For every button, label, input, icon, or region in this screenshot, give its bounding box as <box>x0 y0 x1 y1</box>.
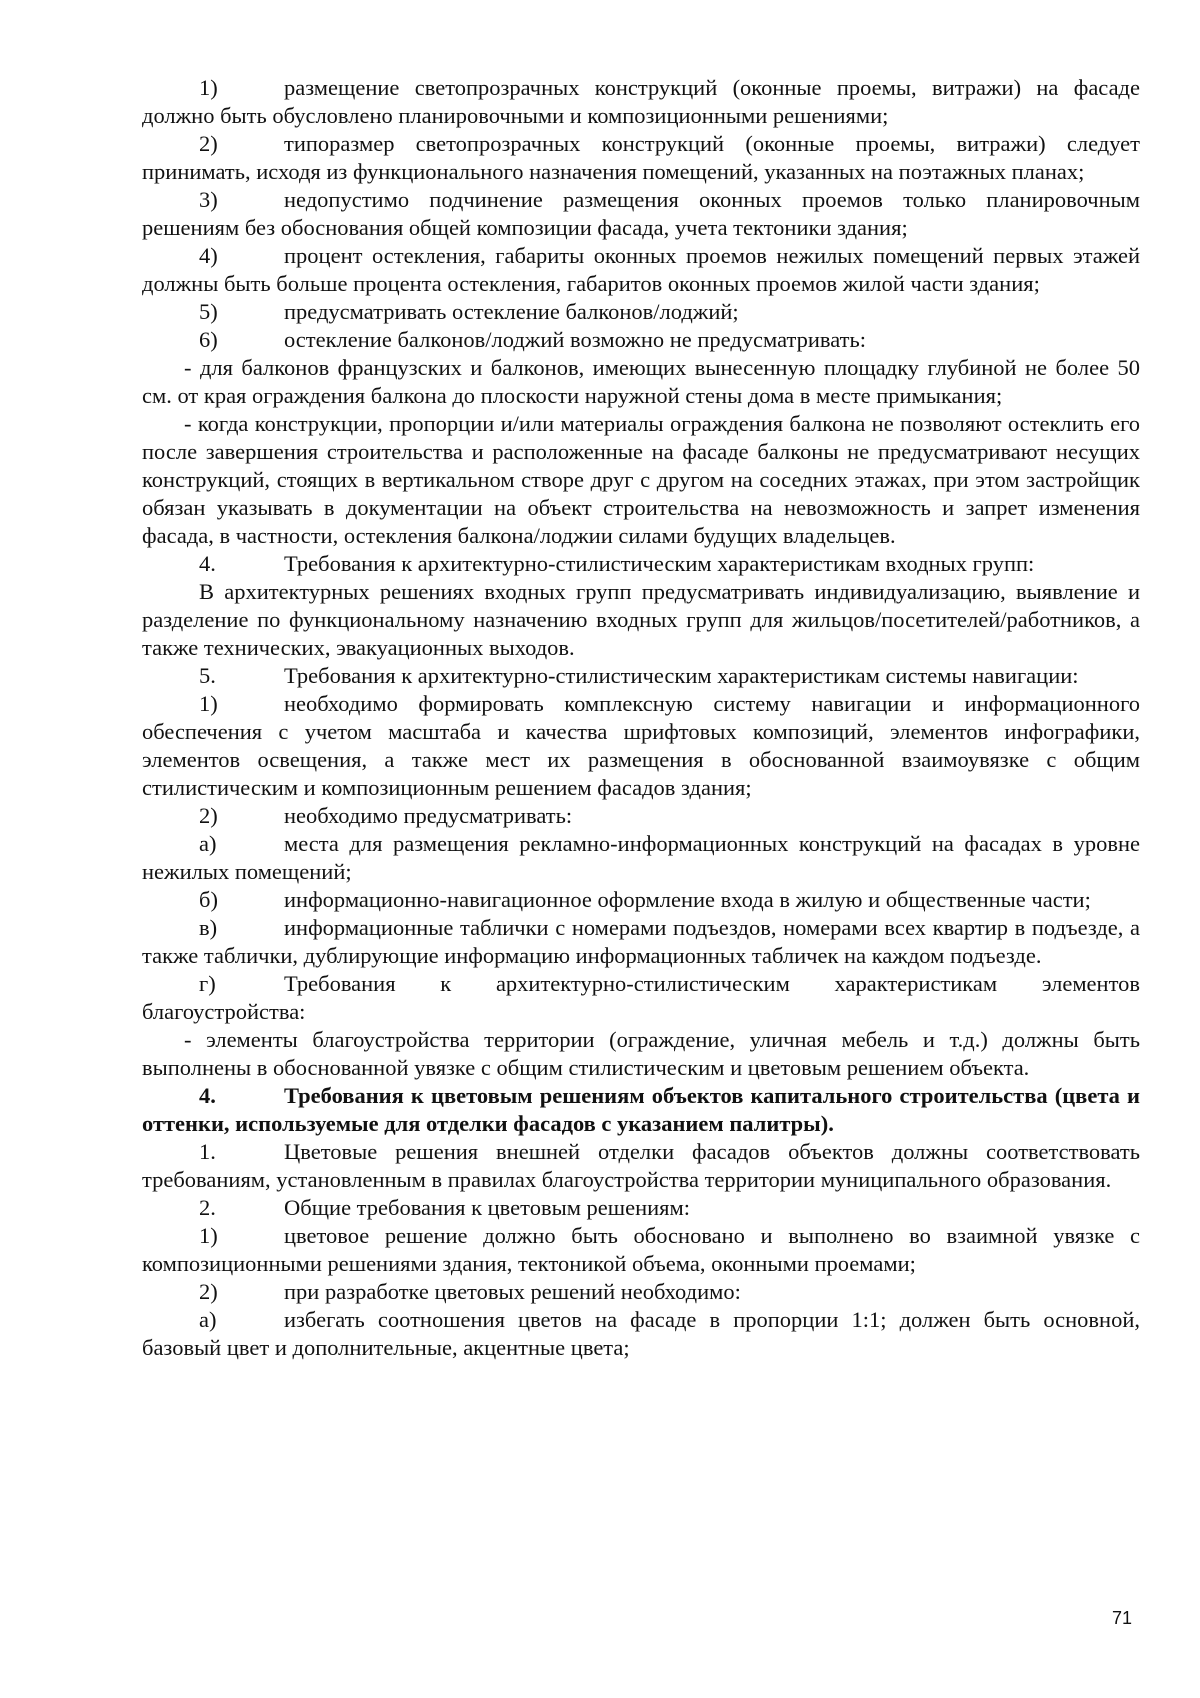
dash-item <box>142 410 1140 550</box>
item-text: Требования к архитектурно-стилистическим характеристикам входных групп: <box>284 551 1035 576</box>
item-number: 4. <box>199 551 216 576</box>
list-item <box>142 1306 1140 1362</box>
item-number: 5. <box>199 663 216 688</box>
section-heading <box>142 662 1140 690</box>
item-number: а) <box>199 831 217 856</box>
item-number: 5) <box>199 299 218 324</box>
dash-item <box>142 354 1140 410</box>
item-number: 2) <box>199 131 218 156</box>
list-item <box>142 74 1140 130</box>
list-item <box>142 690 1140 802</box>
item-text: необходимо формировать комплексную систему навигации и информационного обеспечения с учетом масштаба и качества шрифтовых композиций, элементов инфографики, элементов освещения, а также мест их размещения в обоснованной взаимоувязке с общим стилистическим и композиционным решением фасадов здания; <box>142 691 1140 800</box>
list-item <box>142 914 1140 970</box>
item-text: недопустимо подчинение размещения оконных проемов только планировочным решениям без обоснования общей композиции фасада, учета тектоники здания; <box>142 187 1140 240</box>
item-text: элементы благоустройства территории (ограждение, уличная мебель и т.д.) должны быть выполнены в обоснованной увязке с общим стилистическим и цветовым решением объекта. <box>142 1027 1141 1080</box>
list-item <box>142 1278 1140 1306</box>
item-text: процент остекления, габариты оконных проемов нежилых помещений первых этажей должны быть больше процента остекления, габаритов оконных проемов жилой части здания; <box>142 243 1140 296</box>
item-text: Требования к цветовым решениям объектов капитального строительства (цвета и оттенки, используемые для отделки фасадов с указанием палитры). <box>142 1083 1140 1136</box>
item-text: для балконов французских и балконов, имеющих вынесенную площадку глубиной не более 50 см. от края ограждения балкона до плоскости наружной стены дома в месте примыкания; <box>142 355 1140 408</box>
list-item <box>142 326 1140 354</box>
item-number: 6) <box>199 327 218 352</box>
item-number: г) <box>199 971 216 996</box>
list-item <box>142 130 1140 186</box>
item-number: б) <box>199 887 218 912</box>
item-number: 4. <box>199 1083 216 1108</box>
item-text: Цветовые решения внешней отделки фасадов объектов должны соответствовать требованиям, установленным в правилах благоустройства территории муниципального образования. <box>142 1139 1140 1192</box>
section-heading <box>142 550 1140 578</box>
item-text: избегать соотношения цветов на фасаде в пропорции 1:1; должен быть основной, базовый цвет и дополнительные, акцентные цвета; <box>142 1307 1140 1360</box>
item-text: цветовое решение должно быть обосновано и выполнено во взаимной увязке с композиционными решениями здания, тектоникой объема, оконными проемами; <box>142 1223 1140 1276</box>
item-number: 3) <box>199 187 218 212</box>
item-text: Общие требования к цветовым решениям: <box>284 1195 691 1220</box>
item-text: предусматривать остекление балконов/лоджий; <box>284 299 739 324</box>
page-number: 71 <box>1112 1608 1133 1628</box>
item-text: места для размещения рекламно-информационных конструкций на фасадах в уровне нежилых помещений; <box>142 831 1140 884</box>
item-text: размещение светопрозрачных конструкций (оконные проемы, витражи) на фасаде должно быть обусловлено планировочными и композиционными решениями; <box>142 75 1140 128</box>
list-item <box>142 970 1140 1026</box>
list-item <box>142 1194 1140 1222</box>
item-text: необходимо предусматривать: <box>284 803 573 828</box>
list-item <box>142 886 1140 914</box>
item-number: 1) <box>199 1223 218 1248</box>
item-text: при разработке цветовых решений необходимо: <box>284 1279 741 1304</box>
item-number: а) <box>199 1307 217 1332</box>
item-number: 1. <box>199 1139 216 1164</box>
paragraph: В архитектурных решениях входных групп предусматривать индивидуализацию, выявление и разделение по функциональному назначению входных групп для жильцов/посетителей/работников, а также технических, эвакуационных выходов. <box>142 579 1140 660</box>
list-item <box>142 298 1140 326</box>
item-text: Требования к архитектурно-стилистическим характеристикам элементов благоустройства: <box>142 971 1140 1024</box>
dash-marker: - <box>184 355 192 380</box>
item-number: 4) <box>199 243 218 268</box>
dash-marker: - <box>184 411 192 436</box>
bold-section-heading <box>142 1082 1140 1138</box>
document-page <box>142 74 1140 1362</box>
item-text: информационные таблички с номерами подъездов, номерами всех квартир в подъезде, а также таблички, дублирующие информацию информационных табличек на каждом подъезде. <box>142 915 1140 968</box>
item-text: Требования к архитектурно-стилистическим характеристикам системы навигации: <box>284 663 1079 688</box>
item-number: 2) <box>199 1279 218 1304</box>
list-item <box>142 242 1140 298</box>
item-number: в) <box>199 915 218 940</box>
item-text: типоразмер светопрозрачных конструкций (оконные проемы, витражи) следует принимать, исходя из функционального назначения помещений, указанных на поэтажных планах; <box>142 131 1140 184</box>
item-number: 2) <box>199 803 218 828</box>
list-item <box>142 1222 1140 1278</box>
item-text: информационно-навигационное оформление входа в жилую и общественные части; <box>284 887 1091 912</box>
list-item <box>142 186 1140 242</box>
list-item <box>142 802 1140 830</box>
list-item <box>142 830 1140 886</box>
item-number: 1) <box>199 691 218 716</box>
list-item <box>142 1138 1140 1194</box>
item-number: 1) <box>199 75 218 100</box>
dash-item <box>142 1026 1140 1082</box>
item-text: когда конструкции, пропорции и/или материалы ограждения балкона не позволяют остеклить его после завершения строительства и расположенные на фасаде балконы не предусматривают несущих конструкций, стоящих в вертикальном створе друг с другом на соседних этажах, при этом застройщик обязан указывать в документации на объект строительства на невозможность и запрет изменения фасада, в частности, остекления балкона/лоджии силами будущих владельцев. <box>142 411 1141 548</box>
item-number: 2. <box>199 1195 216 1220</box>
item-text: остекление балконов/лоджий возможно не предусматривать: <box>284 327 867 352</box>
dash-marker: - <box>184 1027 192 1052</box>
